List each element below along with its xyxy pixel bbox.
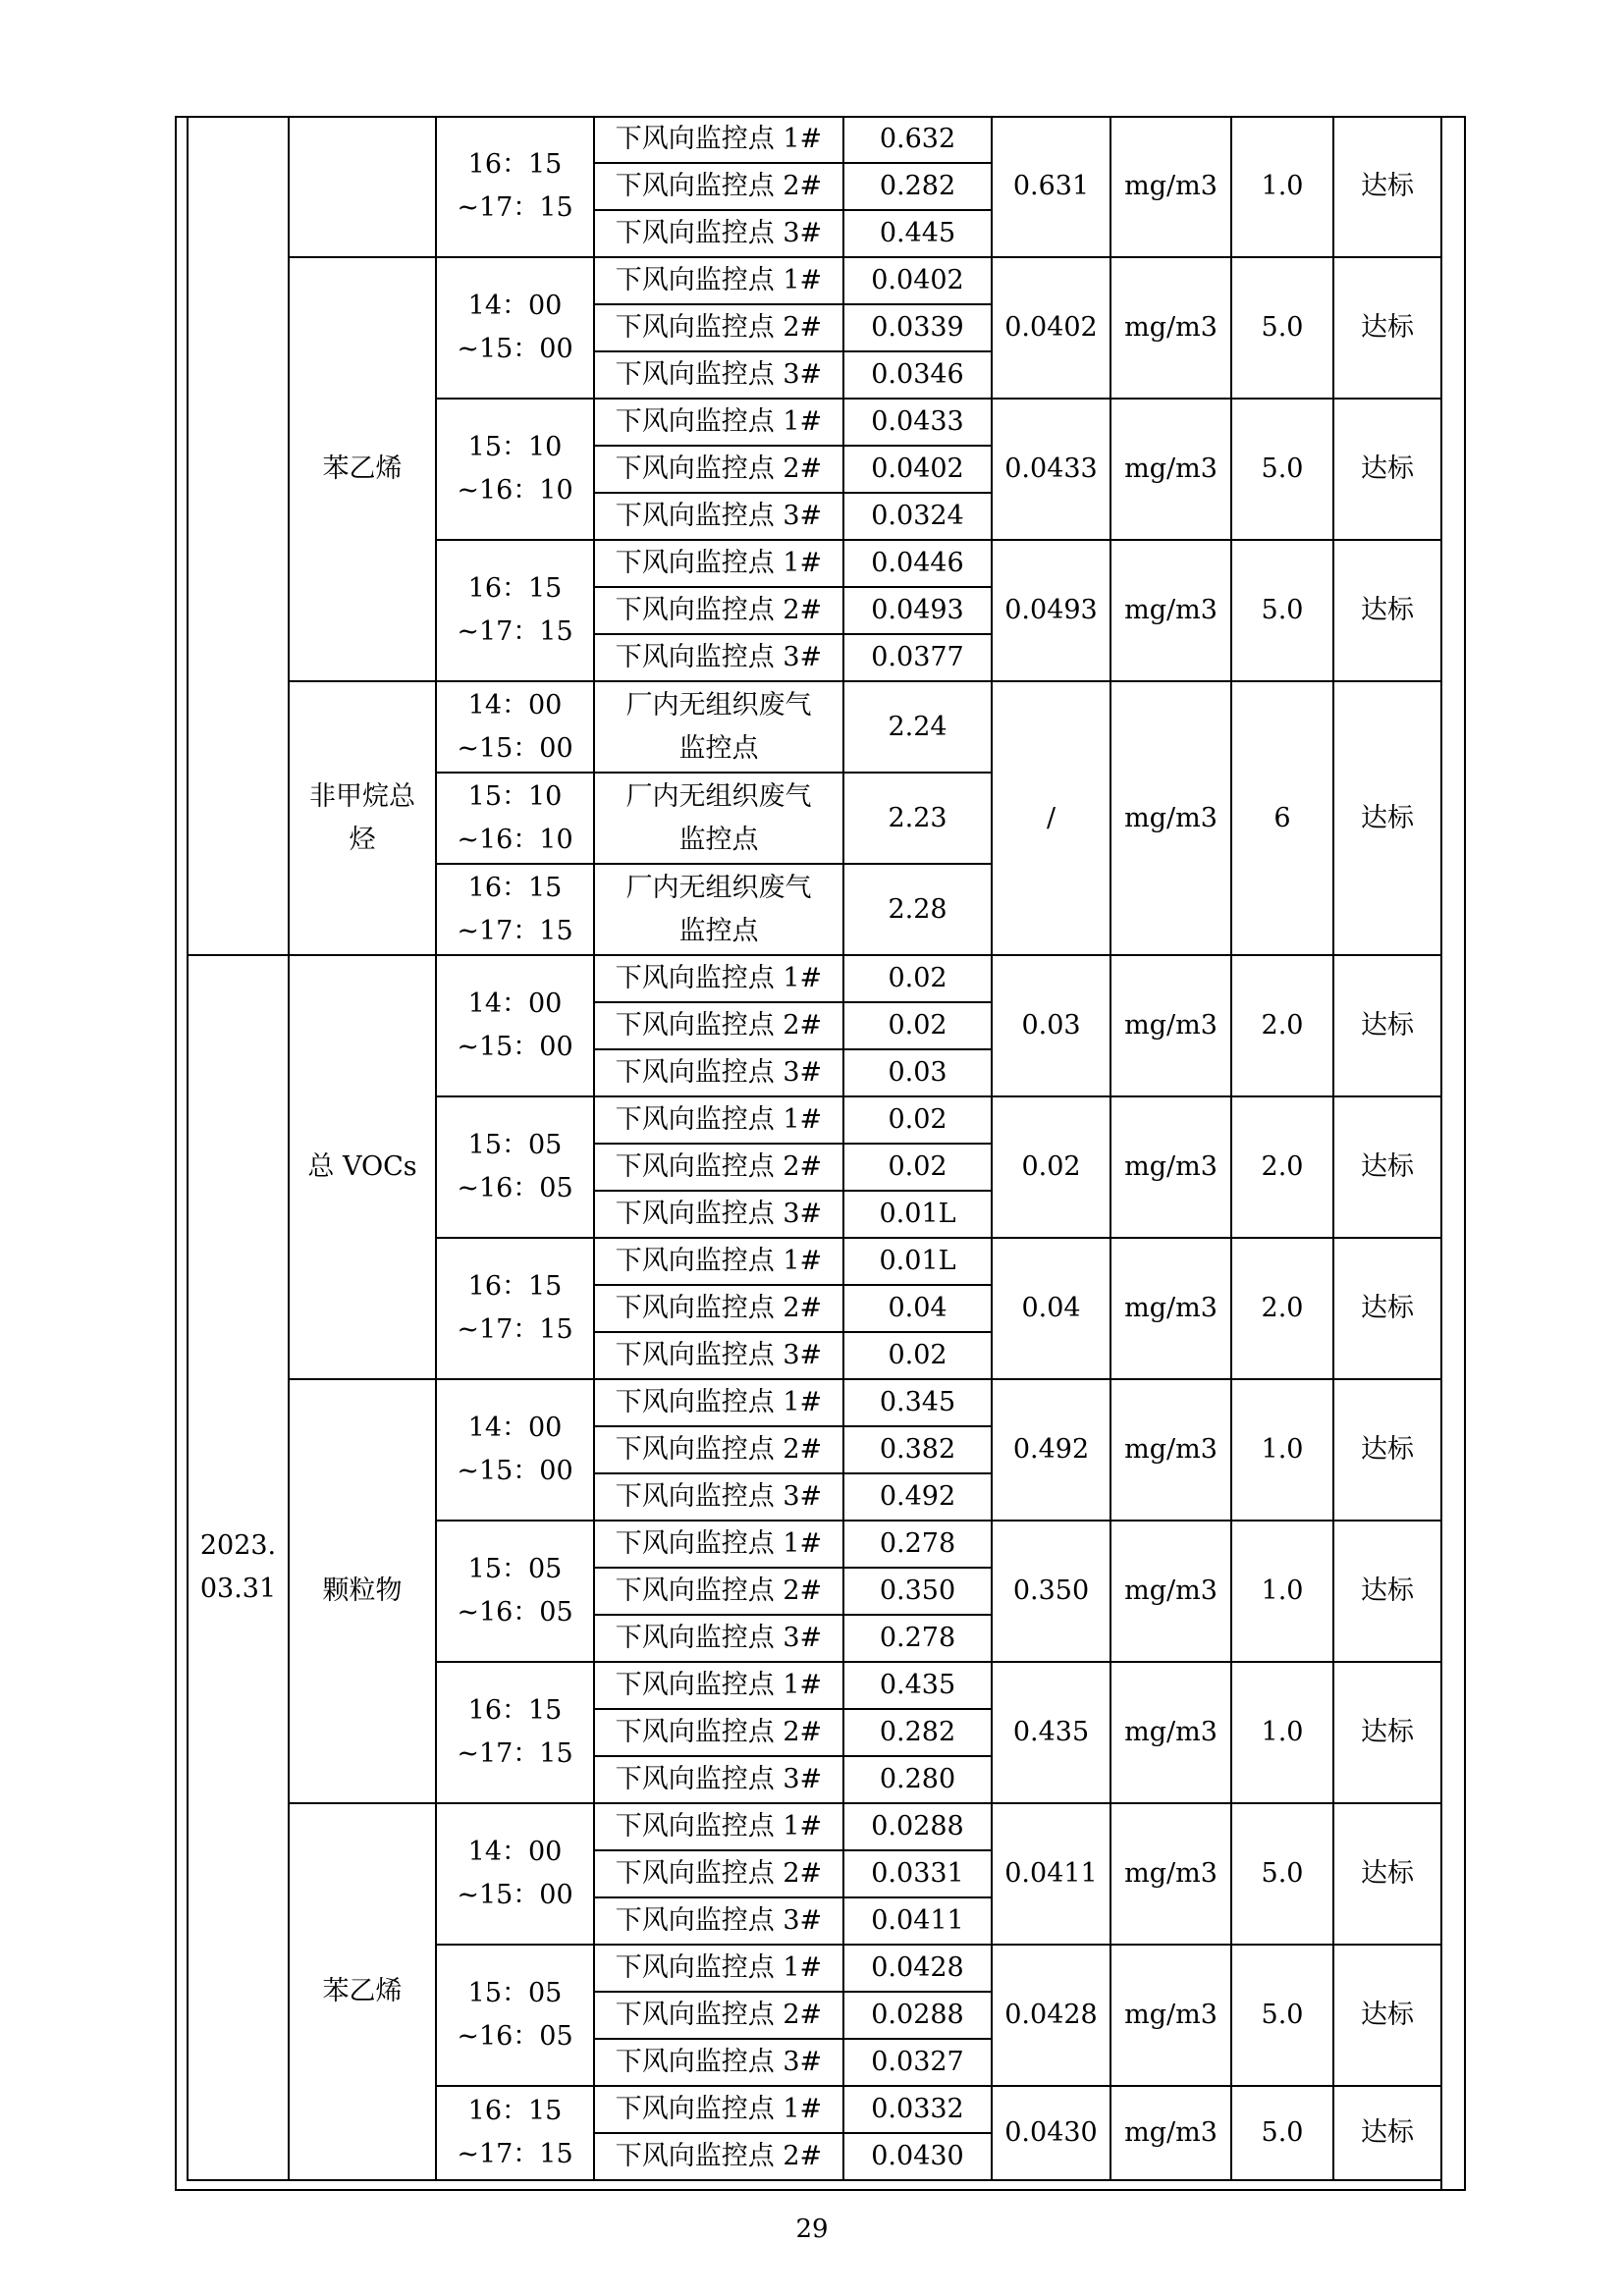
limit-cell: 5.0 xyxy=(1231,1945,1333,2086)
result-cell: 达标 xyxy=(1333,2086,1441,2180)
value-cell: 0.0411 xyxy=(843,1897,992,1945)
point-cell: 下风向监控点 3# xyxy=(594,1191,843,1238)
table-row xyxy=(188,257,1441,304)
pollutant-cell xyxy=(289,116,436,257)
table-row xyxy=(188,116,1441,163)
time-cell xyxy=(436,1662,594,1803)
point-cell: 下风向监控点 2# xyxy=(594,1285,843,1332)
point-cell: 下风向监控点 1# xyxy=(594,1945,843,1992)
time-cell xyxy=(436,1945,594,2086)
unit-cell: mg/m3 xyxy=(1110,116,1231,257)
avg-cell: 0.0430 xyxy=(992,2086,1110,2180)
point-cell xyxy=(594,773,843,864)
pollutant-cell: 颗粒物 xyxy=(289,1379,436,1803)
result-cell: 达标 xyxy=(1333,1803,1441,1945)
avg-cell: 0.03 xyxy=(992,955,1110,1096)
time-cell-line: ~16：05 xyxy=(457,1173,573,1203)
time-cell-line: 16：15 xyxy=(467,1271,563,1302)
time-cell-line: ~16：05 xyxy=(457,1597,573,1628)
point-cell: 下风向监控点 1# xyxy=(594,540,843,587)
value-cell: 0.0433 xyxy=(843,399,992,446)
point-cell: 下风向监控点 1# xyxy=(594,1238,843,1285)
time-cell-line: ~16：10 xyxy=(457,475,573,506)
point-cell-line: 厂内无组织废气 xyxy=(625,872,812,903)
unit-cell: mg/m3 xyxy=(1110,955,1231,1096)
table-row xyxy=(188,955,1441,1002)
value-cell: 0.0430 xyxy=(843,2133,992,2180)
unit-cell: mg/m3 xyxy=(1110,257,1231,399)
value-cell: 0.492 xyxy=(843,1473,992,1521)
point-cell: 下风向监控点 1# xyxy=(594,1662,843,1709)
point-cell: 下风向监控点 2# xyxy=(594,1002,843,1049)
value-cell: 0.0288 xyxy=(843,1803,992,1850)
table-row xyxy=(188,1379,1441,1426)
limit-cell: 2.0 xyxy=(1231,955,1333,1096)
value-cell: 0.01L xyxy=(843,1191,992,1238)
avg-cell: 0.04 xyxy=(992,1238,1110,1379)
value-cell: 2.24 xyxy=(843,681,992,773)
unit-cell: mg/m3 xyxy=(1110,2086,1231,2180)
time-cell-line: ~16：05 xyxy=(457,2021,573,2052)
value-cell: 0.0446 xyxy=(843,540,992,587)
value-cell: 0.0288 xyxy=(843,1992,992,2039)
point-cell: 下风向监控点 3# xyxy=(594,1049,843,1096)
avg-cell: 0.0402 xyxy=(992,257,1110,399)
point-cell-line: 厂内无组织废气 xyxy=(625,780,812,812)
time-cell xyxy=(436,1521,594,1662)
time-cell xyxy=(436,1803,594,1945)
time-cell-line: 16：15 xyxy=(467,148,563,180)
point-cell: 下风向监控点 1# xyxy=(594,1096,843,1144)
time-cell xyxy=(436,257,594,399)
unit-cell: mg/m3 xyxy=(1110,681,1231,955)
time-cell-line: ~17：15 xyxy=(457,191,573,223)
value-cell: 0.02 xyxy=(843,1144,992,1191)
unit-cell: mg/m3 xyxy=(1110,1238,1231,1379)
point-cell: 下风向监控点 2# xyxy=(594,587,843,634)
pollutant-cell xyxy=(289,681,436,955)
point-cell: 下风向监控点 2# xyxy=(594,304,843,351)
point-cell xyxy=(594,864,843,955)
value-cell: 0.0377 xyxy=(843,634,992,681)
time-cell-line: 15：10 xyxy=(467,432,563,462)
time-cell-line: 14：00 xyxy=(467,1837,563,1867)
unit-cell: mg/m3 xyxy=(1110,1803,1231,1945)
value-cell: 0.0402 xyxy=(843,257,992,304)
time-cell xyxy=(436,1096,594,1238)
point-cell-line: 厂内无组织废气 xyxy=(625,689,812,721)
time-cell-line: ~15：00 xyxy=(457,334,573,364)
time-cell-line: 14：00 xyxy=(467,988,563,1019)
avg-cell: 0.435 xyxy=(992,1662,1110,1803)
point-cell: 下风向监控点 3# xyxy=(594,634,843,681)
value-cell: 0.02 xyxy=(843,1332,992,1379)
time-cell-line: ~16：10 xyxy=(457,824,573,855)
avg-cell: / xyxy=(992,681,1110,955)
value-cell: 0.0327 xyxy=(843,2039,992,2086)
unit-cell: mg/m3 xyxy=(1110,1096,1231,1238)
limit-cell: 5.0 xyxy=(1231,2086,1333,2180)
pollutant-cell: 总 VOCs xyxy=(289,955,436,1379)
unit-cell: mg/m3 xyxy=(1110,399,1231,540)
point-cell: 下风向监控点 3# xyxy=(594,1756,843,1803)
time-cell xyxy=(436,540,594,681)
value-cell: 2.28 xyxy=(843,864,992,955)
pollutant-cell-line: 非甲烷总 xyxy=(309,780,415,812)
time-cell-line: 14：00 xyxy=(467,291,563,321)
avg-cell: 0.02 xyxy=(992,1096,1110,1238)
value-cell: 0.278 xyxy=(843,1521,992,1568)
monitoring-results-table xyxy=(187,116,1442,2181)
point-cell: 下风向监控点 1# xyxy=(594,955,843,1002)
point-cell: 下风向监控点 3# xyxy=(594,210,843,257)
point-cell: 下风向监控点 1# xyxy=(594,2086,843,2133)
avg-cell: 0.0493 xyxy=(992,540,1110,681)
unit-cell: mg/m3 xyxy=(1110,1521,1231,1662)
point-cell-line: 监控点 xyxy=(678,915,759,946)
limit-cell: 2.0 xyxy=(1231,1238,1333,1379)
point-cell: 下风向监控点 2# xyxy=(594,1850,843,1897)
result-cell: 达标 xyxy=(1333,955,1441,1096)
value-cell: 0.435 xyxy=(843,1662,992,1709)
limit-cell: 5.0 xyxy=(1231,540,1333,681)
time-cell-line: 15：05 xyxy=(467,1554,563,1584)
time-cell-line: 14：00 xyxy=(467,689,563,721)
limit-cell: 1.0 xyxy=(1231,1521,1333,1662)
result-cell: 达标 xyxy=(1333,1238,1441,1379)
value-cell: 0.0346 xyxy=(843,351,992,399)
limit-cell: 5.0 xyxy=(1231,399,1333,540)
time-cell xyxy=(436,773,594,864)
time-cell xyxy=(436,399,594,540)
time-cell-line: 15：05 xyxy=(467,1978,563,2008)
value-cell: 0.01L xyxy=(843,1238,992,1285)
value-cell: 2.23 xyxy=(843,773,992,864)
point-cell: 下风向监控点 1# xyxy=(594,1379,843,1426)
time-cell-line: 16：15 xyxy=(467,872,563,903)
time-cell-line: 16：15 xyxy=(467,2096,563,2126)
date-cell-line: 2023. xyxy=(199,1530,277,1561)
point-cell: 下风向监控点 2# xyxy=(594,1144,843,1191)
point-cell: 下风向监控点 1# xyxy=(594,116,843,163)
result-cell: 达标 xyxy=(1333,257,1441,399)
point-cell: 下风向监控点 1# xyxy=(594,1521,843,1568)
unit-cell: mg/m3 xyxy=(1110,1379,1231,1521)
limit-cell: 2.0 xyxy=(1231,1096,1333,1238)
time-cell-line: ~17：15 xyxy=(457,1738,573,1769)
avg-cell: 0.0411 xyxy=(992,1803,1110,1945)
unit-cell: mg/m3 xyxy=(1110,540,1231,681)
time-cell-line: 15：05 xyxy=(467,1130,563,1160)
limit-cell: 5.0 xyxy=(1231,1803,1333,1945)
pollutant-cell: 苯乙烯 xyxy=(289,1803,436,2180)
time-cell-line: ~15：00 xyxy=(457,1032,573,1062)
point-cell: 下风向监控点 3# xyxy=(594,1897,843,1945)
limit-cell: 5.0 xyxy=(1231,257,1333,399)
time-cell-line: 14：00 xyxy=(467,1413,563,1443)
time-cell xyxy=(436,1238,594,1379)
point-cell: 下风向监控点 2# xyxy=(594,1426,843,1473)
time-cell-line: ~15：00 xyxy=(457,1456,573,1486)
point-cell: 下风向监控点 3# xyxy=(594,2039,843,2086)
avg-cell: 0.492 xyxy=(992,1379,1110,1521)
point-cell: 下风向监控点 2# xyxy=(594,1992,843,2039)
point-cell: 下风向监控点 1# xyxy=(594,399,843,446)
result-cell: 达标 xyxy=(1333,1521,1441,1662)
point-cell xyxy=(594,681,843,773)
avg-cell: 0.631 xyxy=(992,116,1110,257)
time-cell-line: ~17：15 xyxy=(457,616,573,647)
point-cell: 下风向监控点 3# xyxy=(594,1473,843,1521)
avg-cell: 0.0428 xyxy=(992,1945,1110,2086)
avg-cell: 0.350 xyxy=(992,1521,1110,1662)
value-cell: 0.282 xyxy=(843,163,992,210)
point-cell: 下风向监控点 2# xyxy=(594,1568,843,1615)
point-cell: 下风向监控点 1# xyxy=(594,257,843,304)
result-cell: 达标 xyxy=(1333,681,1441,955)
date-cell-line: 03.31 xyxy=(199,1574,277,1604)
point-cell: 下风向监控点 3# xyxy=(594,1332,843,1379)
time-cell-line: ~17：15 xyxy=(457,915,573,946)
value-cell: 0.282 xyxy=(843,1709,992,1756)
point-cell: 下风向监控点 2# xyxy=(594,446,843,493)
value-cell: 0.02 xyxy=(843,1096,992,1144)
point-cell-line: 监控点 xyxy=(678,824,759,855)
value-cell: 0.350 xyxy=(843,1568,992,1615)
limit-cell: 1.0 xyxy=(1231,1379,1333,1521)
value-cell: 0.03 xyxy=(843,1049,992,1096)
unit-cell: mg/m3 xyxy=(1110,1945,1231,2086)
value-cell: 0.280 xyxy=(843,1756,992,1803)
table-row xyxy=(188,1803,1441,1850)
date-cell xyxy=(188,116,289,955)
result-cell: 达标 xyxy=(1333,116,1441,257)
limit-cell: 1.0 xyxy=(1231,116,1333,257)
value-cell: 0.445 xyxy=(843,210,992,257)
value-cell: 0.02 xyxy=(843,1002,992,1049)
result-cell: 达标 xyxy=(1333,1096,1441,1238)
point-cell: 下风向监控点 2# xyxy=(594,2133,843,2180)
value-cell: 0.632 xyxy=(843,116,992,163)
pollutant-cell: 苯乙烯 xyxy=(289,257,436,681)
value-cell: 0.278 xyxy=(843,1615,992,1662)
value-cell: 0.0331 xyxy=(843,1850,992,1897)
avg-cell: 0.0433 xyxy=(992,399,1110,540)
limit-cell: 1.0 xyxy=(1231,1662,1333,1803)
result-cell: 达标 xyxy=(1333,1662,1441,1803)
limit-cell: 6 xyxy=(1231,681,1333,955)
value-cell: 0.382 xyxy=(843,1426,992,1473)
date-cell xyxy=(188,955,289,2180)
value-cell: 0.0402 xyxy=(843,446,992,493)
time-cell-line: 15：10 xyxy=(467,780,563,812)
page-number: 29 xyxy=(795,2215,829,2244)
point-cell: 下风向监控点 3# xyxy=(594,351,843,399)
time-cell-line: ~15：00 xyxy=(457,1880,573,1910)
time-cell-line: 16：15 xyxy=(467,1695,563,1726)
unit-cell: mg/m3 xyxy=(1110,1662,1231,1803)
point-cell: 下风向监控点 1# xyxy=(594,1803,843,1850)
time-cell xyxy=(436,2086,594,2180)
result-cell: 达标 xyxy=(1333,399,1441,540)
time-cell-line: ~15：00 xyxy=(457,732,573,764)
value-cell: 0.345 xyxy=(843,1379,992,1426)
time-cell xyxy=(436,955,594,1096)
value-cell: 0.04 xyxy=(843,1285,992,1332)
time-cell xyxy=(436,681,594,773)
value-cell: 0.0493 xyxy=(843,587,992,634)
table-row xyxy=(188,681,1441,773)
value-cell: 0.0428 xyxy=(843,1945,992,1992)
point-cell: 下风向监控点 3# xyxy=(594,493,843,540)
time-cell xyxy=(436,864,594,955)
time-cell xyxy=(436,116,594,257)
value-cell: 0.02 xyxy=(843,955,992,1002)
point-cell: 下风向监控点 2# xyxy=(594,1709,843,1756)
point-cell-line: 监控点 xyxy=(678,732,759,764)
value-cell: 0.0324 xyxy=(843,493,992,540)
time-cell-line: ~17：15 xyxy=(457,2139,573,2169)
time-cell xyxy=(436,1379,594,1521)
result-cell: 达标 xyxy=(1333,540,1441,681)
time-cell-line: ~17：15 xyxy=(457,1314,573,1345)
value-cell: 0.0332 xyxy=(843,2086,992,2133)
time-cell-line: 16：15 xyxy=(467,573,563,604)
point-cell: 下风向监控点 2# xyxy=(594,163,843,210)
result-cell: 达标 xyxy=(1333,1379,1441,1521)
point-cell: 下风向监控点 3# xyxy=(594,1615,843,1662)
result-cell: 达标 xyxy=(1333,1945,1441,2086)
value-cell: 0.0339 xyxy=(843,304,992,351)
pollutant-cell-line: 烃 xyxy=(349,824,376,855)
